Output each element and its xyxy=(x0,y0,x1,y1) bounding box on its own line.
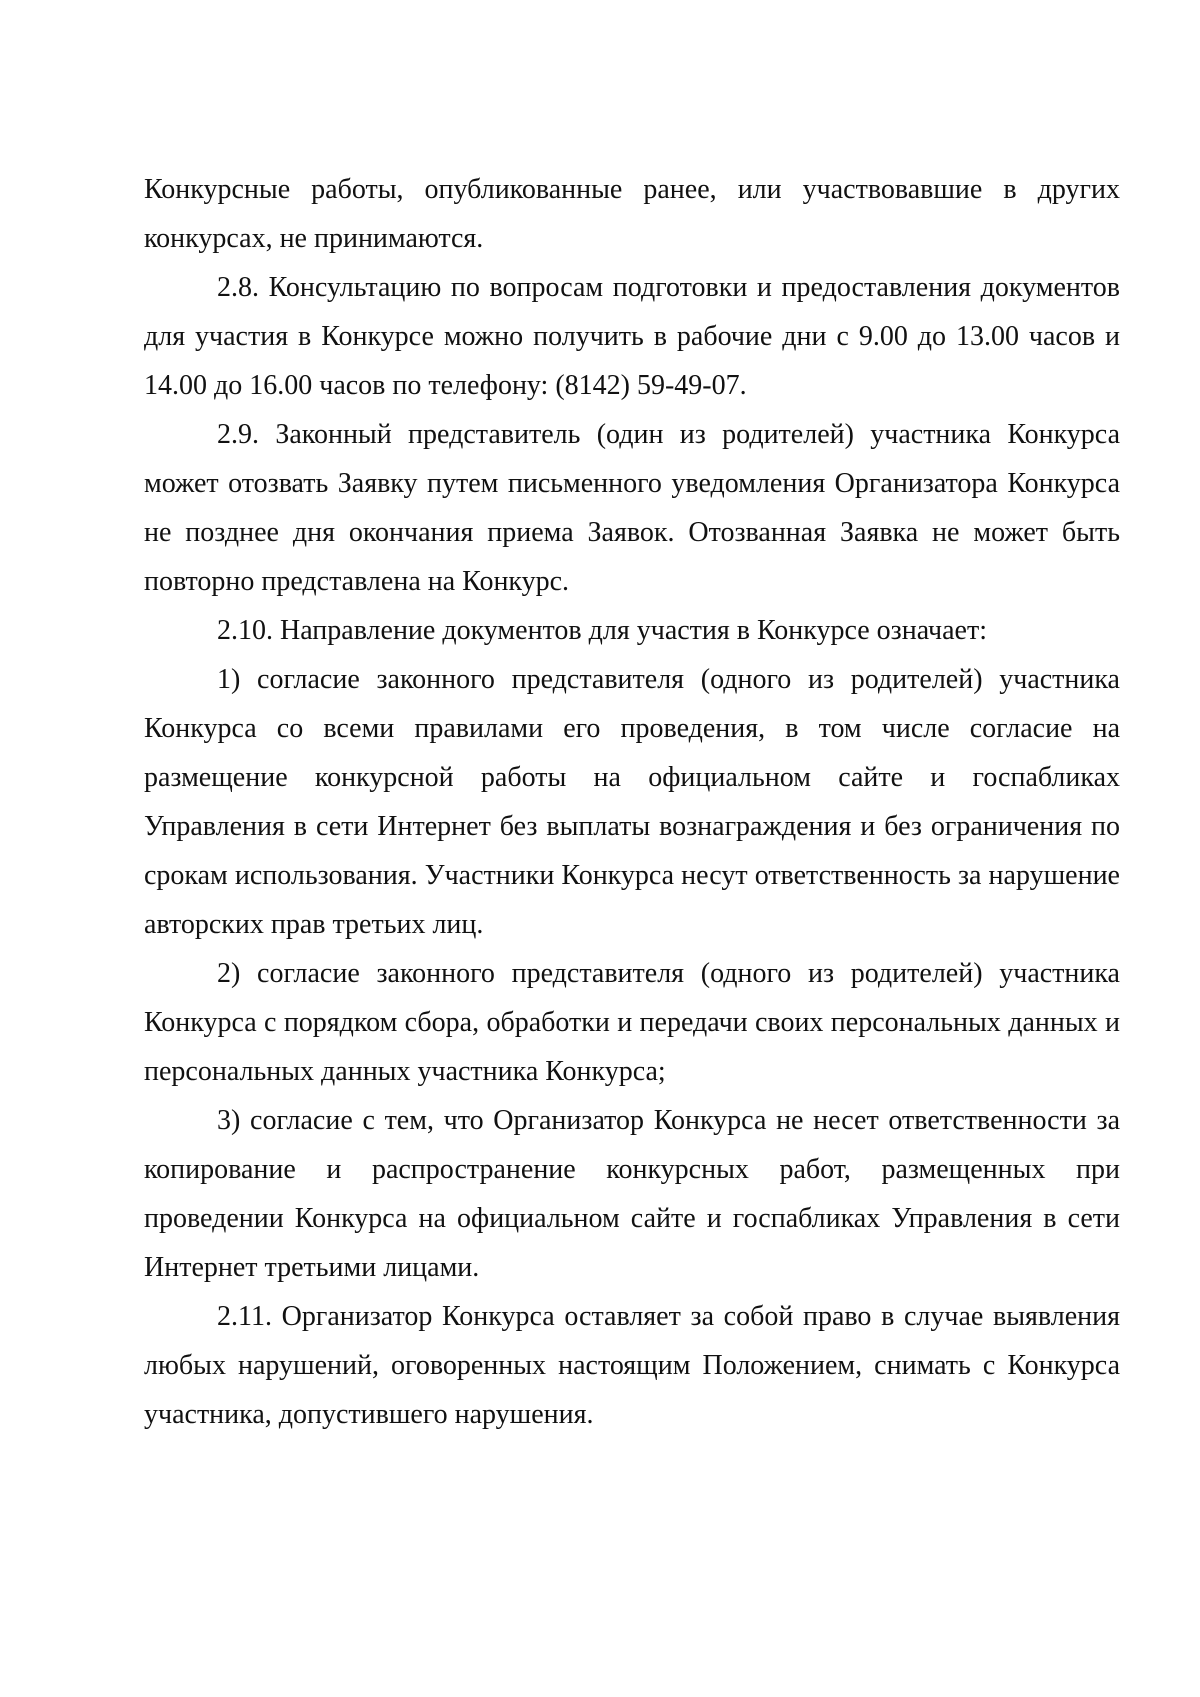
paragraph-2-11: 2.11. Организатор Конкурса оставляет за собой право в случае выявления любых нарушений, оговоренных настоящим Положением, снимать с Конкурса участника, допустившего нарушения. xyxy=(144,1301,1120,1430)
document-page xyxy=(144,165,1120,1439)
paragraph-2-10-item-2: 2) согласие законного представителя (одного из родителей) участника Конкурса с порядком сбора, обработки и передачи своих персональных данных и персональных данных участника Конкурса; xyxy=(144,958,1120,1087)
paragraph-2-10: 2.10. Направление документов для участия в Конкурсе означает: xyxy=(217,615,987,646)
paragraph-2-8: 2.8. Консультацию по вопросам подготовки и предоставления документов для участия в Конкурсе можно получить в рабочие дни с 9.00 до 13.00 часов и 14.00 до 16.00 часов по телефону: (8142) 59-49-07. xyxy=(144,272,1120,401)
paragraph-intro: Конкурсные работы, опубликованные ранее, или участвовавшие в других конкурсах, не принимаются. xyxy=(144,174,1120,254)
paragraph-2-10-item-3: 3) согласие с тем, что Организатор Конкурса не несет ответственности за копирование и распространение конкурсных работ, размещенных при проведении Конкурса на официальном сайте и госпабликах Управления в сети Интернет третьими лицами. xyxy=(144,1105,1120,1283)
paragraph-2-10-item-1: 1) согласие законного представителя (одного из родителей) участника Конкурса со всеми правилами его проведения, в том числе согласие на размещение конкурсной работы на официальном сайте и госпабликах Управления в сети Интернет без выплаты вознаграждения и без ограничения по срокам использования. Участники Конкурса несут ответственность за нарушение авторских прав третьих лиц. xyxy=(144,664,1120,940)
paragraph-2-9: 2.9. Законный представитель (один из родителей) участника Конкурса может отозвать Заявку путем письменного уведомления Организатора Конкурса не позднее дня окончания приема Заявок. Отозванная Заявка не может быть повторно представлена на Конкурс. xyxy=(144,419,1120,597)
